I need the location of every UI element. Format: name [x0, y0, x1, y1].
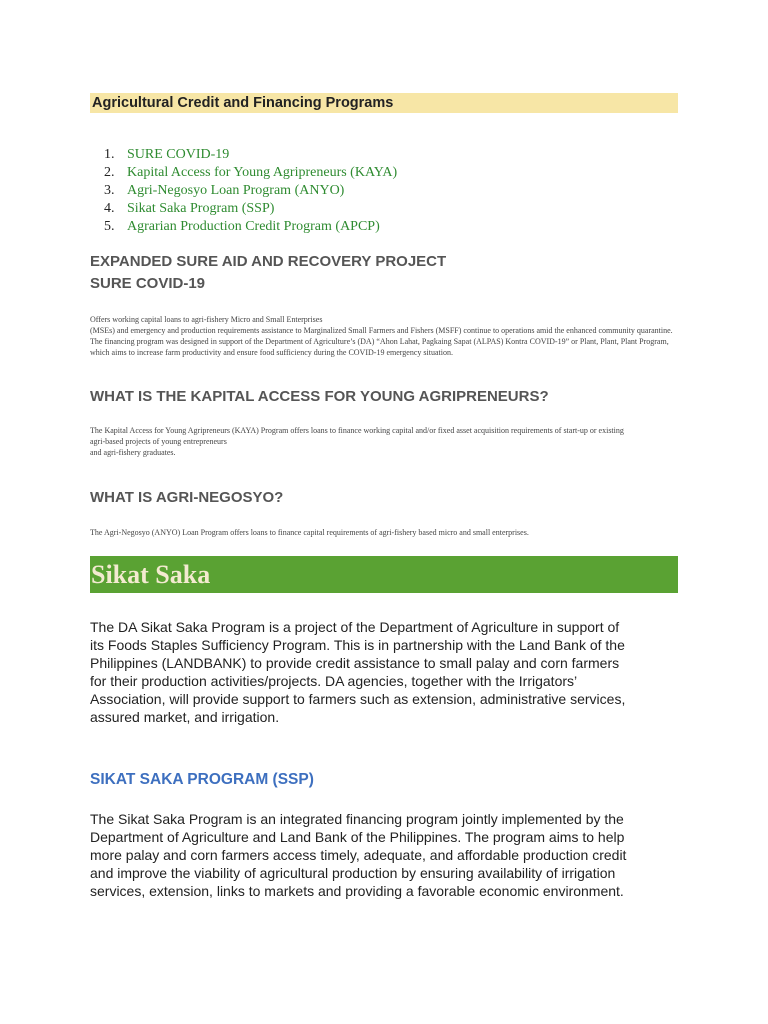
paragraph-line: more palay and corn farmers access timely, adequate, and affordable production credit [90, 847, 627, 863]
program-link-kaya[interactable]: Kapital Access for Young Agripreneurs (KAYA) [127, 165, 398, 180]
sikat-intro-paragraph [90, 618, 680, 726]
sikat-saka-banner [90, 556, 678, 593]
paragraph-line: for their production activities/projects. DA agencies, together with the Irrigators’ [90, 673, 578, 689]
ssp-paragraph [90, 810, 680, 900]
kaya-body-line1: The Kapital Access for Young Agripreneurs (KAYA) Program offers loans to finance working capital and/or fixed asset acquisition requirements of start-up or existing [90, 426, 624, 435]
list-item [104, 218, 397, 236]
paragraph-line: The DA Sikat Saka Program is a project of the Department of Agriculture in support of [90, 619, 620, 635]
paragraph-line: services, extension, links to markets and providing a favorable economic environment. [90, 883, 624, 899]
list-number: 3. [104, 183, 115, 198]
paragraph-line: assured market, and irrigation. [90, 709, 280, 725]
sure-heading-line2: SURE COVID-19 [90, 275, 206, 292]
paragraph-line: Association, will provide support to farmers such as extension, administrative services, [90, 691, 626, 707]
list-number: 5. [104, 219, 115, 234]
list-number: 2. [104, 165, 115, 180]
program-link-apcp[interactable]: Agrarian Production Credit Program (APCP) [127, 219, 380, 234]
paragraph-line: The Sikat Saka Program is an integrated financing program jointly implemented by the [90, 811, 624, 827]
sure-body-line1: Offers working capital loans to agri-fishery Micro and Small Enterprises [90, 315, 323, 324]
kaya-body [90, 425, 675, 458]
main-heading: Agricultural Credit and Financing Programs [90, 93, 678, 113]
list-item [104, 146, 397, 164]
kaya-heading: WHAT IS THE KAPITAL ACCESS FOR YOUNG AGRIPRENEURS? [90, 388, 549, 405]
paragraph-line: Philippines (LANDBANK) to provide credit assistance to small palay and corn farmers [90, 655, 620, 671]
sure-body [90, 314, 675, 358]
kaya-body-line3: and agri-fishery graduates. [90, 448, 176, 457]
list-item [104, 200, 397, 218]
sure-body-line2: (MSEs) and emergency and production requirements assistance to Marginalized Small Farmers and Fishers (MSFF) continue to operations amid the enhanced community quarantine. The financing program was designed in support of the Department of Agriculture’s (DA) “Ahon Lahat, Pagkaing Sapat (ALPAS) Kontra COVID-19” or Plant, Plant, Plant Program, which aims to increase farm productivity and ensure food sufficiency during the COVID-19 emergency situation. [90, 326, 673, 357]
paragraph-line: Department of Agriculture and Land Bank of the Philippines. The program aims to help [90, 829, 625, 845]
paragraph-line: and improve the viability of agricultural production by ensuring availability of irrigation [90, 865, 616, 881]
ssp-heading: SIKAT SAKA PROGRAM (SSP) [90, 771, 314, 788]
list-item [104, 164, 397, 182]
program-link-ssp[interactable]: Sikat Saka Program (SSP) [127, 201, 275, 216]
list-number: 1. [104, 147, 115, 162]
program-link-anyo[interactable]: Agri-Negosyo Loan Program (ANYO) [127, 183, 345, 198]
paragraph-line: its Foods Staples Sufficiency Program. This is in partnership with the Land Bank of the [90, 637, 625, 653]
sikat-saka-title: Sikat Saka [91, 560, 211, 589]
anyo-body: The Agri-Negosyo (ANYO) Loan Program offers loans to finance capital requirements of agri-fishery based micro and small enterprises. [90, 528, 529, 537]
program-list [104, 146, 397, 236]
program-link-sure-covid[interactable]: SURE COVID-19 [127, 147, 230, 162]
list-number: 4. [104, 201, 115, 216]
sure-heading-line1: EXPANDED SURE AID AND RECOVERY PROJECT [90, 253, 447, 270]
list-item [104, 182, 397, 200]
kaya-body-line2: agri-based projects of young entrepreneurs [90, 437, 227, 446]
anyo-heading: WHAT IS AGRI-NEGOSYO? [90, 489, 284, 506]
